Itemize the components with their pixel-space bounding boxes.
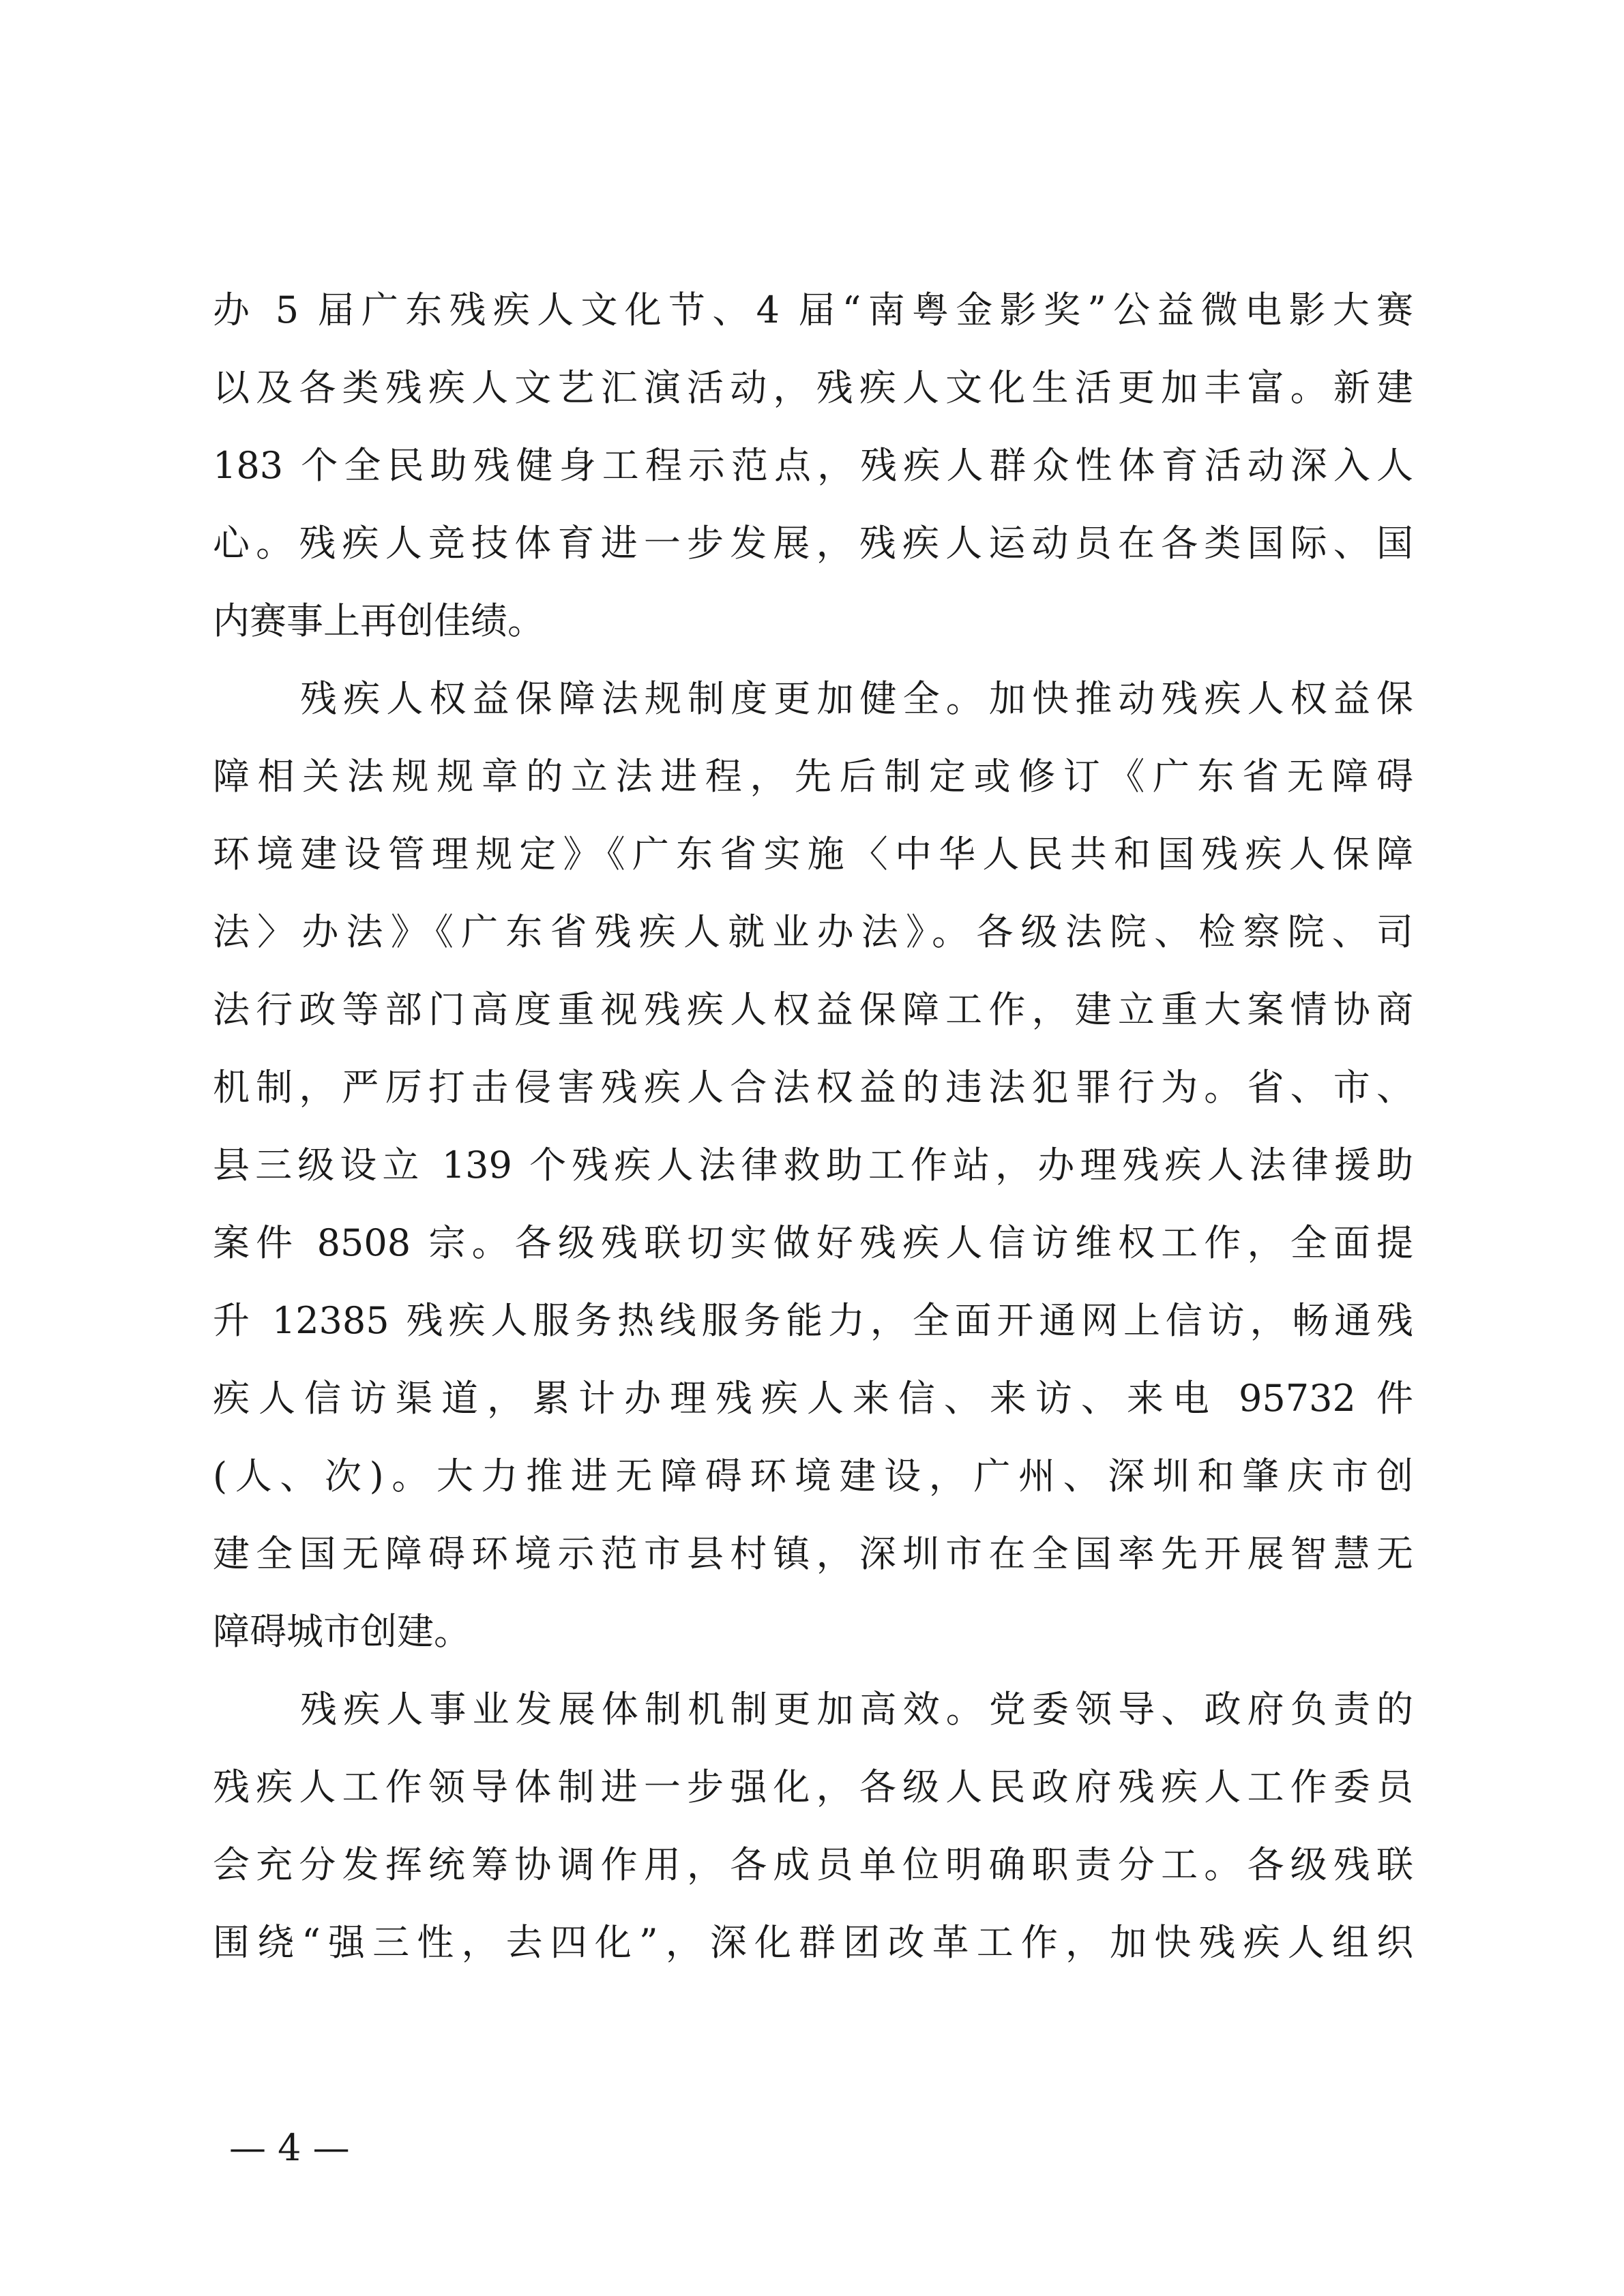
text-line: 残疾人权益保障法规制度更加健全。加快推动残疾人权益保 [300,677,1413,720]
text-line: 案件 8508 宗。各级残联切实做好残疾人信访维权工作，全面提 [213,1221,1413,1264]
text-line: 机制，严厉打击侵害残疾人合法权益的违法犯罪行为。省、市、 [213,1066,1413,1109]
text-line: 障碍城市创建。 [213,1610,471,1653]
text-line: 环境建设管理规定》《广东省实施〈中华人民共和国残疾人保障 [213,833,1413,876]
text-line: 内赛事上再创佳绩。 [213,599,544,642]
text-line: 障相关法规规章的立法进程，先后制定或修订《广东省无障碍 [213,755,1413,798]
text-line: 建全国无障碍环境示范市县村镇，深圳市在全国率先开展智慧无 [213,1532,1413,1575]
text-line: 会充分发挥统筹协调作用，各成员单位明确职责分工。各级残联 [213,1843,1413,1886]
text-line: 围绕“强三性，去四化”，深化群团改革工作，加快残疾人组织 [213,1921,1413,1964]
text-line: 疾人信访渠道，累计办理残疾人来信、来访、来电 95732 件 [213,1377,1413,1420]
text-line: 法行政等部门高度重视残疾人权益保障工作，建立重大案情协商 [213,988,1413,1031]
text-line: (人、次)。大力推进无障碍环境建设，广州、深圳和肇庆市创 [213,1455,1413,1497]
text-line: 心。残疾人竞技体育进一步发展，残疾人运动员在各类国际、国 [213,522,1413,565]
text-line: 183 个全民助残健身工程示范点，残疾人群众性体育活动深入人 [213,444,1413,487]
text-line: 县三级设立 139 个残疾人法律救助工作站，办理残疾人法律援助 [213,1144,1413,1187]
text-line: 残疾人事业发展体制机制更加高效。党委领导、政府负责的 [300,1688,1413,1731]
body-text [213,271,1413,1982]
page-number: — 4 — [229,2126,350,2169]
text-line: 办 5 届广东残疾人文化节、4 届“南粤金影奖”公益微电影大赛 [213,288,1413,331]
text-line: 升 12385 残疾人服务热线服务能力，全面开通网上信访，畅通残 [213,1299,1413,1342]
text-line: 残疾人工作领导体制进一步强化，各级人民政府残疾人工作委员 [213,1765,1413,1808]
text-line: 以及各类残疾人文艺汇演活动，残疾人文化生活更加丰富。新建 [213,366,1413,409]
text-line: 法〉办法》《广东省残疾人就业办法》。各级法院、检察院、司 [213,910,1413,953]
